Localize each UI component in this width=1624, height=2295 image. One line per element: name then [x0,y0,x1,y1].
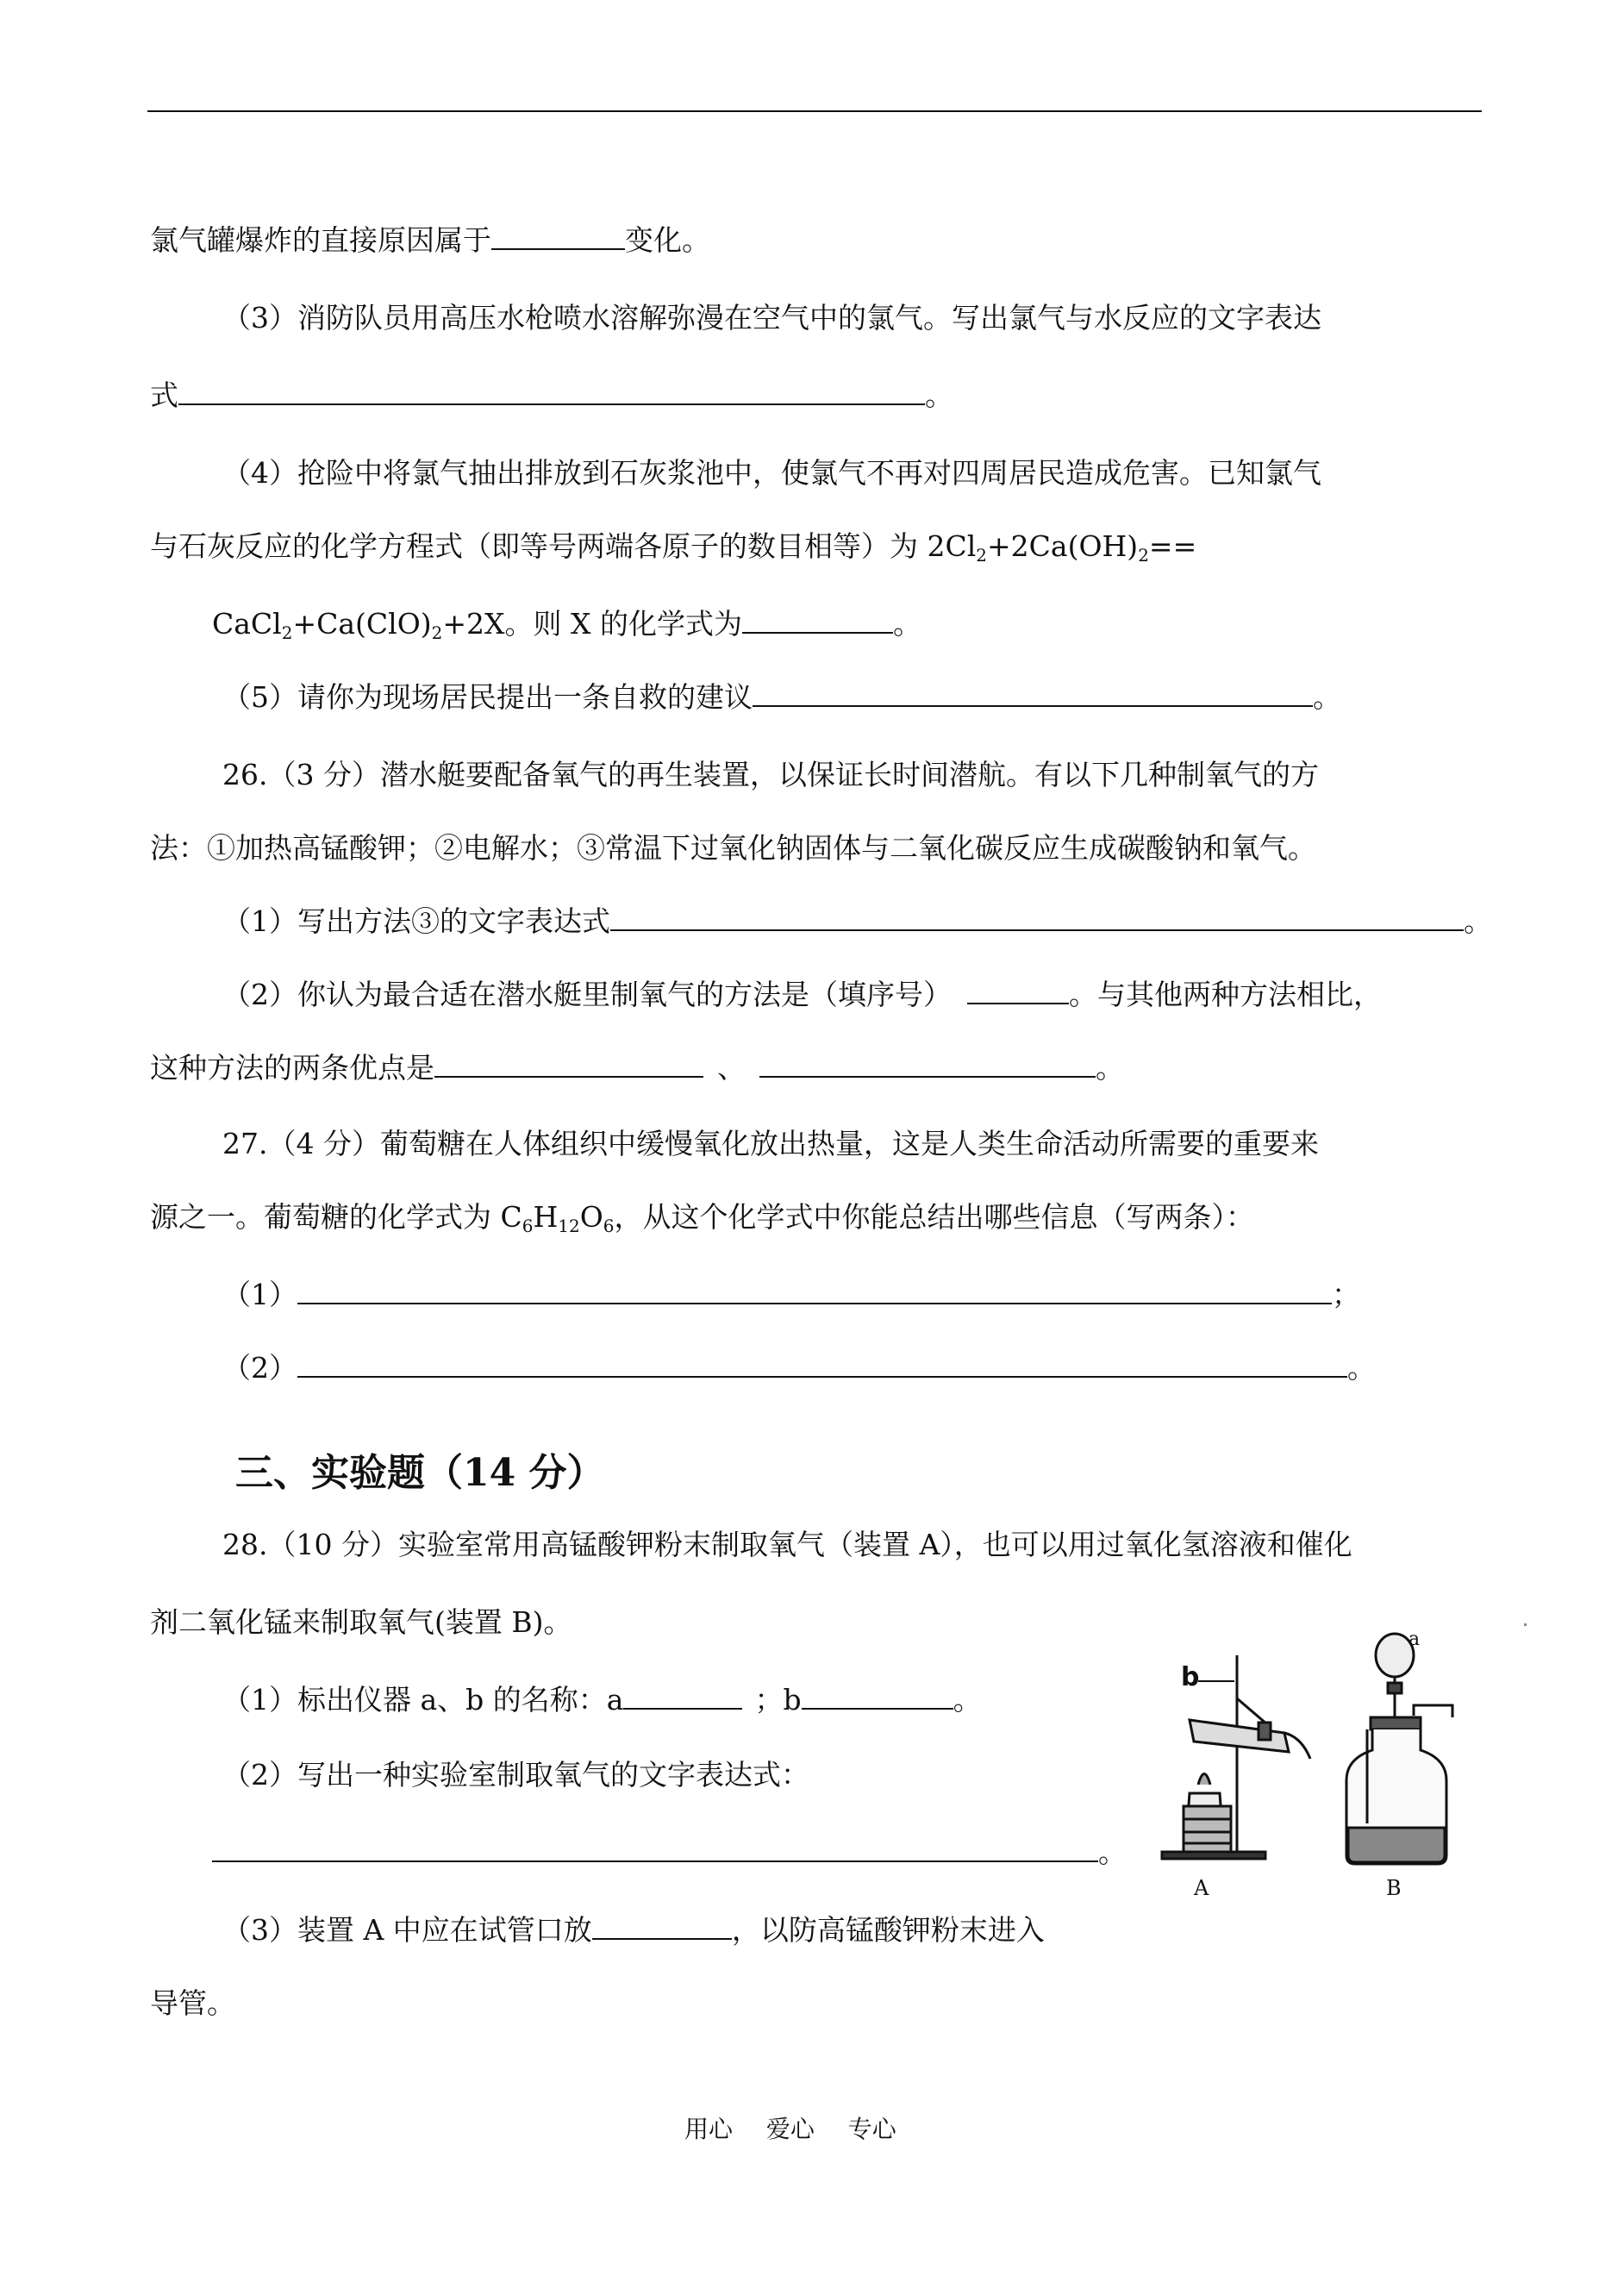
q26-3-line [150,1051,1124,1085]
q27-1-label: （1） [222,1278,297,1311]
period: 。 [1098,1835,1127,1869]
scan-speck [1524,1623,1527,1626]
subscript: 2 [1138,545,1149,566]
q28-2-text: （2）写出一种实验室制取氧气的文字表达式： [222,1758,809,1792]
equation-part-c: == [1148,529,1197,563]
subscript: 6 [603,1216,615,1236]
section-heading: 三、实验题（14 分） [235,1451,605,1495]
period: 。 [1347,1351,1376,1385]
q26-1-line [222,904,1492,938]
q25-cont-line [150,223,710,257]
q26-2-text: （2）你认为最合适在潜水艇里制氧气的方法是（填序号） [222,978,952,1011]
q25-4-equation-line [150,529,1197,566]
q25-cont-text: 氯气罐爆炸的直接原因属于 [150,223,491,257]
q25-3-cont-line [150,378,953,412]
answer-blank-info-1[interactable] [297,1302,1332,1304]
q28-line-2 [150,1605,572,1639]
period: 。 [1096,1051,1124,1085]
period: 。 [925,378,953,412]
q28-3-line [222,1913,1045,1947]
answer-blank-instrument-a[interactable] [623,1707,742,1710]
q28-text-1: 28.（10 分）实验室常用高锰酸钾粉末制取氧气（装置 A），也可以用过氧化氢溶液和催化 [222,1528,1352,1561]
q25-5-line [222,680,1341,714]
q28-1-mid: ；b [754,1683,802,1717]
answer-blank-advantage-1[interactable] [434,1075,703,1078]
q27-2-label: （2） [222,1351,297,1385]
answer-blank-method-number[interactable] [967,1002,1069,1004]
separator: 、 [717,1051,746,1085]
apparatus-b [1346,1634,1452,1864]
q27-line-1 [222,1129,1319,1158]
label-apparatus-a: A [1194,1876,1209,1900]
q27-text-2b: H [533,1200,559,1234]
q28-3-text: （3）装置 A 中应在试管口放 [222,1913,592,1947]
q26-2-line [222,980,1382,1009]
q28-2-answer-line [212,1835,1127,1869]
answer-blank-info-2[interactable] [297,1375,1347,1378]
period: 。 [893,607,922,641]
q26-2-end: 。与其他两种方法相比， [1069,978,1382,1011]
q25-5-text: 请你为现场居民提出一条自救的建议 [297,680,753,714]
subscript: 2 [281,622,293,643]
subscript: 2 [431,622,443,643]
q25-4-label: （4） [222,456,297,490]
q25-3-cont: 式 [150,378,178,412]
q25-3-line [222,301,1321,335]
answer-blank-method3[interactable] [610,929,1464,931]
answer-blank-oxygen-equation[interactable] [212,1860,1098,1862]
label-b: b [1181,1662,1200,1692]
q28-text-2: 剂二氧化锰来制取氧气(装置 B)。 [150,1605,572,1639]
q27-text-2c: O [579,1200,603,1234]
product-part-a: CaCl [212,607,282,641]
q27-line-2 [150,1200,1255,1236]
label-apparatus-b: B [1386,1876,1402,1900]
product-part-c: +2X。则 X 的化学式为 [442,607,743,641]
q25-5-label: （5） [222,680,297,714]
q28-1-text: （1）标出仪器 a、b 的名称：a [222,1683,624,1717]
subscript: 12 [558,1216,580,1236]
period: 。 [1464,904,1492,938]
q28-3-end: ，以防高锰酸钾粉末进入 [731,1913,1045,1947]
subscript: 2 [976,545,988,566]
semicolon: ； [1332,1278,1360,1311]
q28-4-line [150,1986,235,2020]
answer-blank-self-rescue[interactable] [753,704,1313,707]
q26-text-1: 26.（3 分）潜水艇要配备氧气的再生装置，以保证长时间潜航。有以下几种制氧气的方 [222,758,1319,791]
answer-blank-change-type[interactable] [491,247,625,250]
apparatus-figure [1155,1621,1517,1905]
period: 。 [1313,680,1341,714]
product-part-b: +Ca(ClO) [292,607,432,641]
q27-text-2d: ，从这个化学式中你能总结出哪些信息（写两条）： [614,1200,1255,1234]
q25-3-text: 消防队员用高压水枪喷水溶解弥漫在空气中的氯气。写出氯气与水反应的文字表达 [297,301,1321,335]
apparatus-drawing [1155,1621,1517,1905]
q25-cont-end: 变化。 [625,223,710,257]
q27-text-1: 27.（4 分）葡萄糖在人体组织中缓慢氧化放出热量，这是人类生命活动所需要的重要来 [222,1127,1319,1160]
q26-line-1 [222,760,1319,789]
answer-blank-instrument-b[interactable] [802,1707,953,1710]
q25-3-label: （3） [222,301,297,335]
q28-1-line [222,1683,982,1717]
equation-part-b: +2Ca(OH) [987,529,1139,563]
answer-blank-x-formula[interactable] [742,631,893,634]
q26-1-text: （1）写出方法③的文字表达式 [222,904,610,938]
q26-3-text: 这种方法的两条优点是 [150,1051,434,1085]
q25-4-product-line [212,607,922,643]
q25-4-line [222,456,1321,490]
subscript: 6 [522,1216,534,1236]
answer-blank-chlorine-water[interactable] [178,403,925,405]
equation-part-a: 与石灰反应的化学方程式（即等号两端各原子的数目相等）为 2Cl [150,529,977,563]
page-footer: 用心 爱心 专心 [684,2115,896,2143]
q26-line-2 [150,831,1316,865]
q28-line-1 [222,1530,1352,1559]
period: 。 [953,1683,982,1717]
answer-blank-tube-mouth[interactable] [592,1937,732,1940]
answer-blank-advantage-2[interactable] [759,1075,1096,1078]
q28-2-line [222,1758,809,1792]
q28-4-text: 导管。 [150,1986,235,2020]
q27-1-line [222,1280,1360,1309]
q27-2-line [222,1351,1376,1385]
q26-text-2: 法：①加热高锰酸钾；②电解水；③常温下过氧化钠固体与二氧化碳反应生成碳酸钠和氧气。 [150,831,1316,865]
label-a: a [1409,1629,1421,1650]
q27-text-2a: 源之一。葡萄糖的化学式为 C [150,1200,522,1234]
header-rule [147,110,1482,112]
q25-4-text: 抢险中将氯气抽出排放到石灰浆池中，使氯气不再对四周居民造成危害。已知氯气 [297,456,1321,490]
